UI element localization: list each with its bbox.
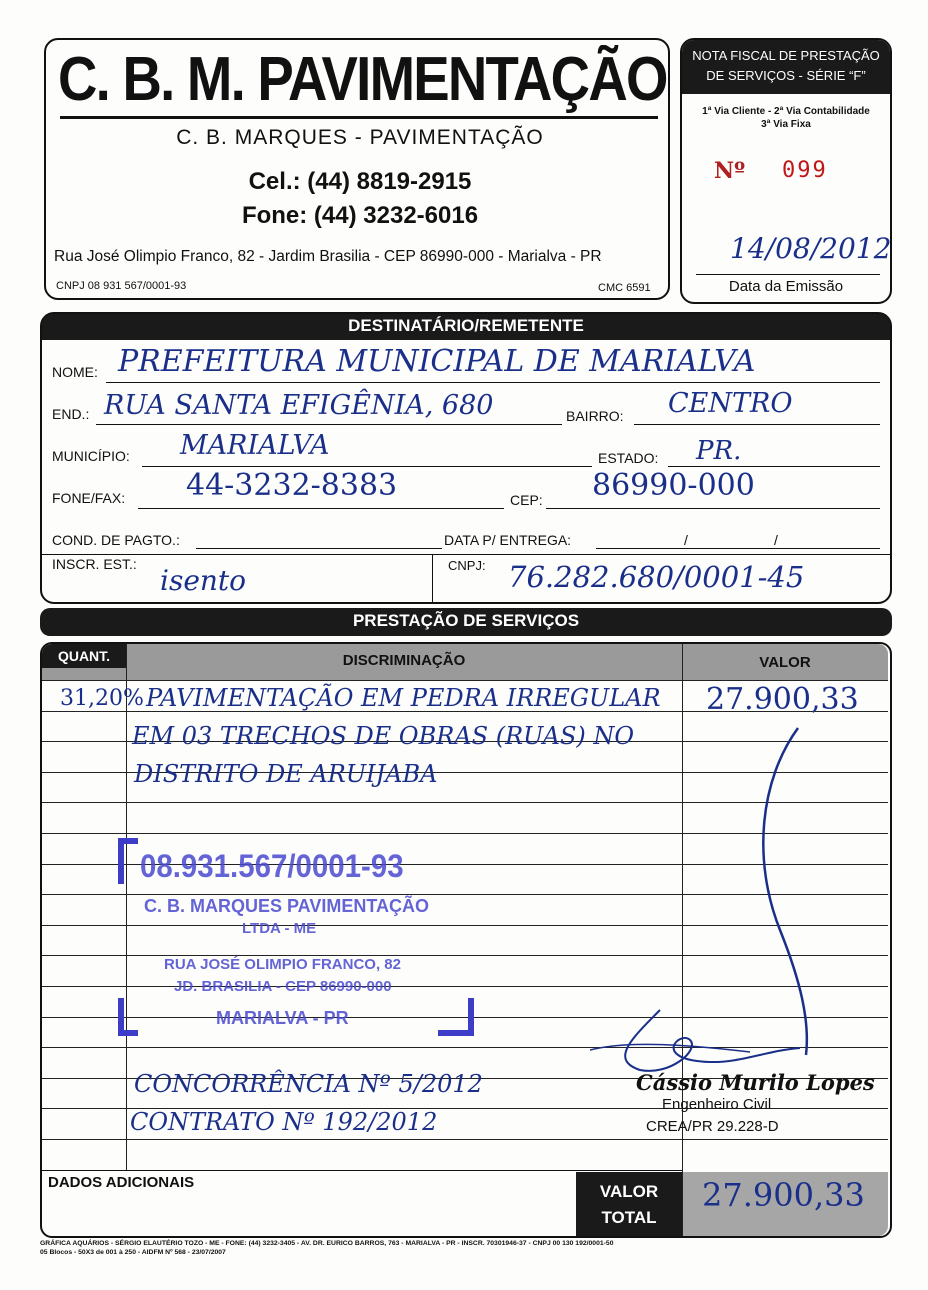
stamp-name1: C. B. MARQUES PAVIMENTAÇÃO [144, 896, 430, 916]
printer-line-1: GRÁFICA AQUÁRIOS - SÉRGIO ELAUTÉRIO TOZO - ME - FONE: (44) 3232-3405 - AV. DR. EURICO BARROS, 763 - MARIALVA - PR - INSCR. 70301946-37 - CNPJ 00 130 192/0001-50 [40, 1240, 614, 1247]
inscr-label: INSCR. EST.: [52, 556, 137, 572]
company-cel: Cel.: (44) 8819-2915 [248, 168, 472, 195]
printer-line-2: 05 Blocos - 50X3 de 001 à 250 - AIDFM Nº 568 - 23/07/2007 [40, 1249, 226, 1256]
inscr-value: isento [160, 564, 247, 597]
company-legal-name: C. B. MARQUES - PAVIMENTAÇÃO [176, 126, 544, 149]
cep-line [546, 508, 880, 509]
company-fone: Fone: (44) 3232-6016 [241, 202, 479, 229]
invoice-number-label: Nº [714, 158, 746, 184]
invoice-title-2: DE SERVIÇOS - SÉRIE “F” [706, 68, 866, 83]
col-disc-header: DISCRIMINAÇÃO [342, 652, 466, 669]
cond-pagto-label: COND. DE PAGTO.: [52, 532, 180, 548]
bairro-line [634, 424, 880, 425]
services-section-title: PRESTAÇÃO DE SERVIÇOS [352, 611, 580, 630]
contrato-text: CONTRATO Nº 192/2012 [130, 1108, 438, 1136]
estado-value: PR. [696, 436, 742, 466]
stamp-addr2: JD. BRASILIA - CEP 86990-000 [174, 978, 392, 995]
company-stamp [118, 838, 478, 1038]
invoice-date-label: Data da Emissão [728, 278, 844, 295]
dados-adicionais-label: DADOS ADICIONAIS [48, 1174, 195, 1191]
col-valor-header: VALOR [759, 654, 811, 671]
bairro-label: BAIRRO: [566, 408, 624, 424]
stamp-cnpj: 08.931.567/0001-93 [140, 848, 404, 884]
data-entrega-label: DATA P/ ENTREGA: [444, 532, 572, 548]
service-line3: DISTRITO DE ARUIJABA [134, 760, 438, 788]
stamp-corner-br [438, 998, 474, 1036]
table-row-line [42, 1139, 888, 1140]
date-line [696, 274, 880, 275]
stamp-city: MARIALVA - PR [216, 1008, 349, 1028]
table-row-line [42, 680, 888, 681]
stamp-corner-tl [118, 838, 138, 884]
date-slash-1: / [684, 532, 688, 548]
valor-total-label-2: TOTAL [601, 1208, 657, 1227]
end-line [96, 424, 562, 425]
brand-underline [60, 116, 658, 119]
estado-label: ESTADO: [598, 450, 659, 466]
municipio-value: MARIALVA [180, 430, 330, 461]
stamp-addr1: RUA JOSÉ OLIMPIO FRANCO, 82 [164, 956, 401, 973]
service-line1: PAVIMENTAÇÃO EM PEDRA IRREGULAR [146, 684, 661, 712]
invoice-number: 099 [782, 158, 828, 183]
fone-line [138, 508, 504, 509]
stamp-name2: LTDA - ME [242, 920, 317, 937]
valor-total-value: 27.900,33 [702, 1176, 865, 1214]
service-line1-valor: 27.900,33 [706, 682, 859, 717]
valor-total-label-1: VALOR [599, 1182, 659, 1201]
engineer-name: Cássio Murilo Lopes [636, 1070, 875, 1095]
fone-label: FONE/FAX: [52, 490, 126, 506]
invoice-date: 14/08/2012 [730, 232, 892, 265]
recipient-section-title: DESTINATÁRIO/REMETENTE [348, 316, 584, 335]
service-line2: EM 03 TRECHOS DE OBRAS (RUAS) NO [132, 722, 635, 750]
cep-label: CEP: [510, 492, 543, 508]
engineer-crea: CREA/PR 29.228-D [646, 1118, 779, 1135]
inscr-cnpj-divider [432, 554, 433, 602]
municipio-line [142, 466, 592, 467]
end-label: END.: [52, 406, 90, 422]
bairro-value: CENTRO [668, 388, 793, 419]
nome-line [106, 382, 880, 383]
invoice-via-1: 1ª Via Cliente - 2ª Via Contabilidade [702, 106, 870, 117]
nome-value: PREFEITURA MUNICIPAL DE MARIALVA [118, 344, 756, 379]
col-quant-header: QUANT. [57, 648, 111, 664]
valor-col-divider [682, 644, 683, 1236]
data-entrega-line [596, 548, 880, 549]
cep-value: 86990-000 [592, 468, 755, 503]
engineer-title: Engenheiro Civil [662, 1096, 772, 1113]
cnpj-label: CNPJ: [448, 558, 486, 573]
municipio-label: MUNICÍPIO: [52, 448, 130, 464]
footer-divider [42, 1170, 682, 1171]
company-brand: C. B. M. PAVIMENTAÇÃO [58, 45, 667, 114]
company-cnpj: CNPJ 08 931 567/0001-93 [56, 280, 187, 292]
service-line1-quant: 31,20% [60, 686, 144, 711]
inscr-divider [42, 554, 890, 555]
invoice-title-1: NOTA FISCAL DE PRESTAÇÃO [692, 48, 880, 63]
cond-pagto-line [196, 548, 442, 549]
company-cmc: CMC 6591 [598, 282, 651, 294]
stamp-corner-bl [118, 998, 138, 1036]
cnpj-value: 76.282.680/0001-45 [508, 560, 805, 594]
end-value: RUA SANTA EFIGÊNIA, 680 [104, 390, 494, 421]
nome-label: NOME: [52, 364, 98, 380]
date-slash-2: / [774, 532, 778, 548]
fone-value: 44-3232-8383 [186, 468, 398, 503]
concorrencia-text: CONCORRÊNCIA Nº 5/2012 [134, 1070, 483, 1098]
estado-line [668, 466, 880, 467]
invoice-via-2: 3ª Via Fixa [761, 119, 811, 130]
company-address: Rua José Olimpio Franco, 82 - Jardim Brasilia - CEP 86990-000 - Marialva - PR [54, 248, 602, 265]
